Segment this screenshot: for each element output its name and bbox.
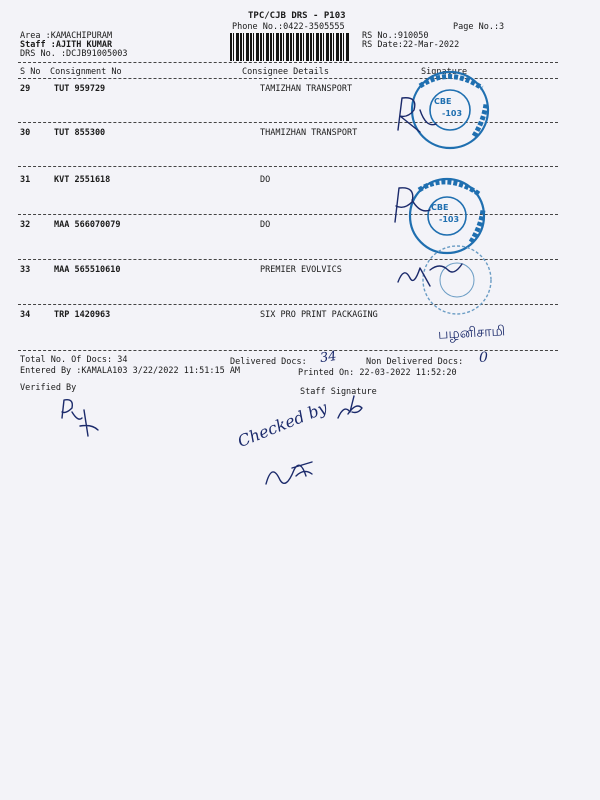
non-delivered-count-handwritten: 0 [479, 350, 488, 366]
staff-signature-label: Staff Signature [300, 387, 377, 397]
col-signature: Signature [421, 67, 468, 77]
row-consignee: PREMIER EVOLVICS [260, 265, 342, 275]
row-consignee: SIX PRO PRINT PACKAGING [260, 310, 378, 320]
company-stamp [412, 72, 488, 148]
row-sno: 34 [20, 310, 31, 320]
row-consignment: TUT 959729 [54, 84, 106, 94]
delivered-count-handwritten: 34 [319, 348, 338, 367]
total-docs: Total No. Of Docs: 34 [20, 355, 128, 365]
verified-by-label: Verified By [20, 383, 77, 393]
delivered-docs-label: Delivered Docs: [230, 357, 307, 367]
faded-stamp [423, 246, 491, 314]
col-consignment: Consignment No [50, 67, 122, 77]
row-consignment: MAA 565510610 [54, 265, 121, 275]
svg-text:-103: -103 [442, 109, 463, 118]
staff-field: Staff :AJITH KUMAR [20, 40, 113, 50]
row-consignment: MAA 566070079 [54, 220, 121, 230]
row-consignment: TUT 855300 [54, 128, 106, 138]
company-stamp [410, 179, 484, 253]
entered-by: Entered By :KAMALA103 3/22/2022 11:51:15 AM [20, 366, 241, 376]
rs-date: RS Date:22-Mar-2022 [362, 40, 460, 50]
checked-by-handwritten: Checked by [234, 397, 330, 451]
signature [398, 264, 462, 286]
document-title: TPC/CJB DRS - P103 [248, 11, 346, 21]
row-sno: 31 [20, 175, 31, 185]
row-consignment: KVT 2551618 [54, 175, 111, 185]
row-consignee: DO [260, 220, 271, 230]
printed-on: Printed On: 22-03-2022 11:52:20 [298, 368, 457, 378]
phone-number: Phone No.:0422-3505555 [232, 22, 345, 32]
row-consignee: THAMIZHAN TRANSPORT [260, 128, 358, 138]
row-sno: 30 [20, 128, 31, 138]
row-sno: 33 [20, 265, 31, 275]
area-field: Area :KAMACHIPURAM [20, 31, 113, 41]
verified-by-signature [62, 400, 98, 436]
svg-text:CBE: CBE [434, 97, 452, 106]
col-consignee: Consignee Details [242, 67, 329, 77]
row-consignee: DO [260, 175, 271, 185]
staff-signature [338, 396, 362, 418]
col-sno: S No [20, 67, 41, 77]
row-sno: 32 [20, 220, 31, 230]
drs-number: DRS No. :DCJB91005003 [20, 49, 128, 59]
non-delivered-docs-label: Non Delivered Docs: [366, 357, 464, 367]
page-number: Page No.:3 [453, 22, 505, 32]
svg-text:CBE: CBE [431, 203, 449, 212]
row-sno: 29 [20, 84, 31, 94]
row-consignee: TAMIZHAN TRANSPORT [260, 84, 353, 94]
rs-number: RS No.:910050 [362, 31, 429, 41]
checked-by-signature [266, 462, 312, 484]
row-consignment: TRP 1420963 [54, 310, 111, 320]
row34-signature-handwritten: பழனிசாமி [437, 323, 506, 343]
svg-text:-103: -103 [439, 215, 460, 224]
